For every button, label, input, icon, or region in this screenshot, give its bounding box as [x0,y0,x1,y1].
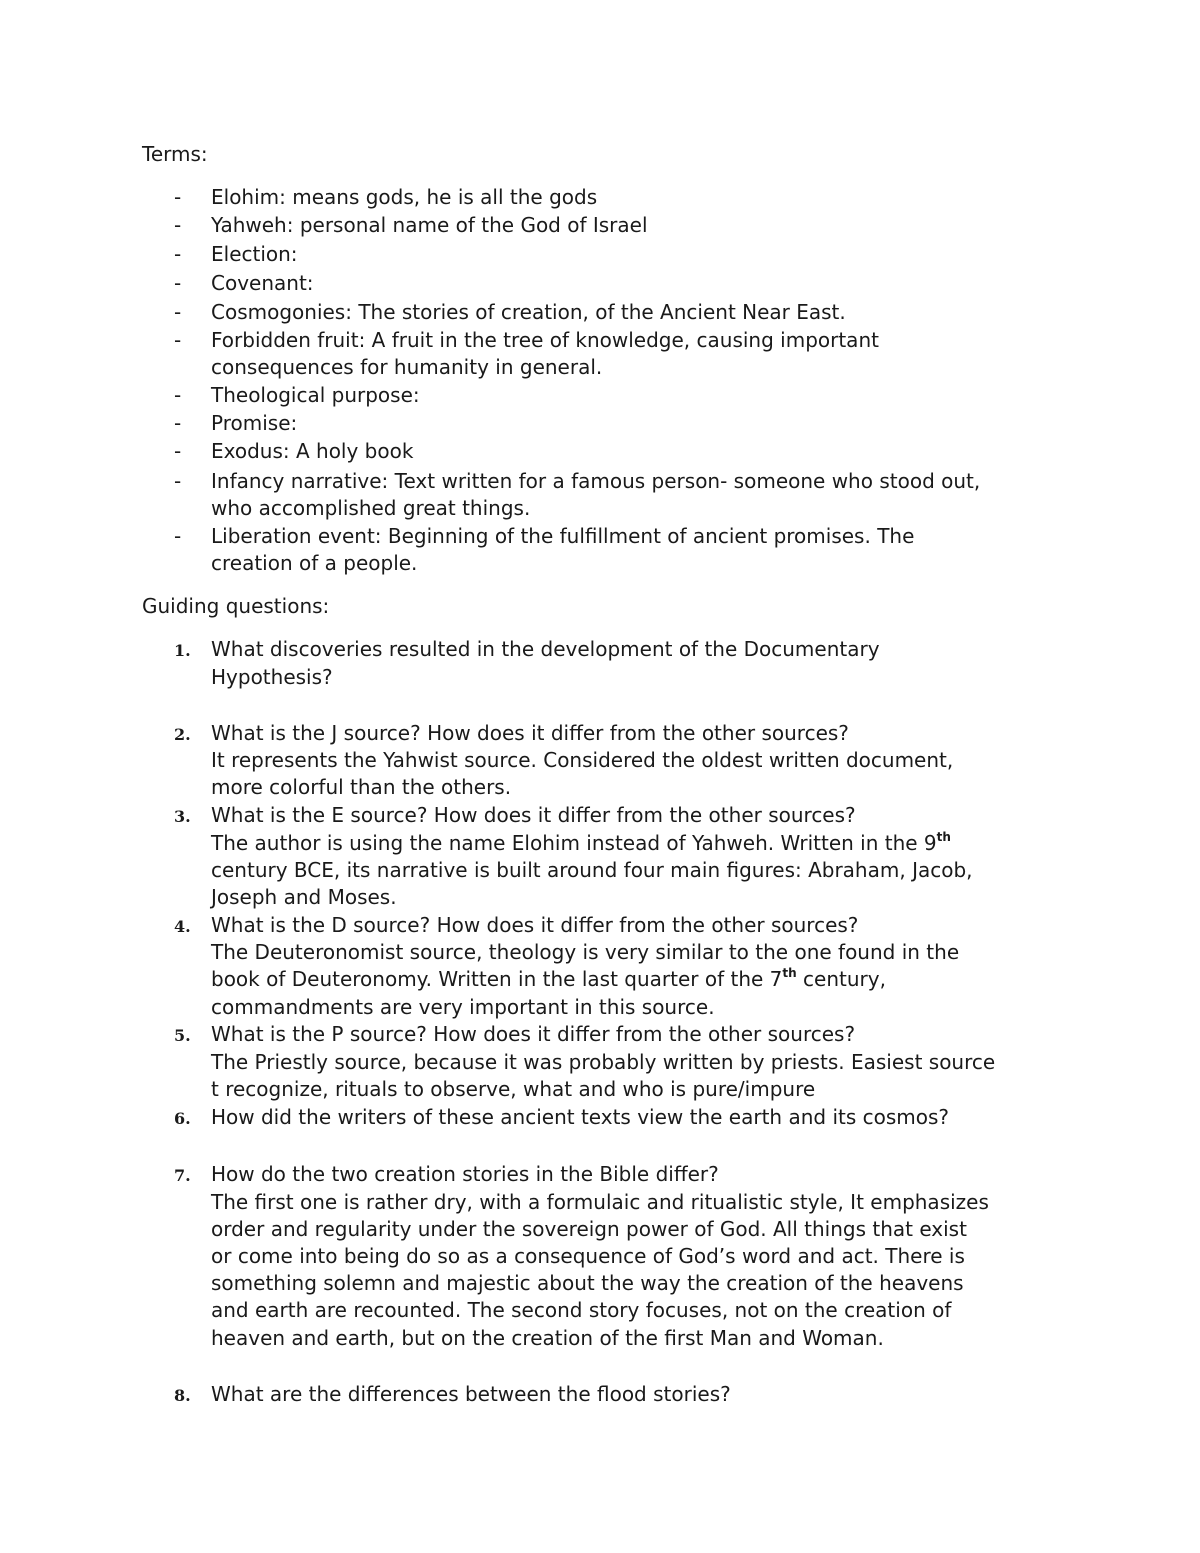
answer-text: The Deuteronomist source, theology is very similar to the one found in the [211,940,960,964]
bullet-dash: - [174,328,182,352]
question-text: What discoveries resulted in the development of the Documentary [211,637,880,661]
question-number: 2. [174,725,191,744]
question-text: What is the D source? How does it differ from the other sources? [211,913,859,937]
question-text: What are the differences between the flood stories? [211,1382,731,1406]
bullet-dash: - [174,439,182,463]
question-number: 8. [174,1386,191,1405]
term-item-continued: creation of a people. [211,551,418,575]
question-text: How did the writers of these ancient texts view the earth and its cosmos? [211,1105,950,1129]
question-number: 7. [174,1166,191,1185]
answer-text: Joseph and Moses. [211,885,397,909]
answer-text [211,966,886,993]
term-item: Theological purpose: [211,383,420,407]
question-number: 6. [174,1109,191,1128]
bullet-dash: - [174,383,182,407]
answer-text: more colorful than the others. [211,775,512,799]
question-number: 5. [174,1026,191,1045]
answer-text: and earth are recounted. The second story focuses, not on the creation of [211,1298,952,1322]
question-text: What is the J source? How does it differ from the other sources? [211,721,849,745]
answer-text: commandments are very important in this source. [211,995,715,1019]
answer-text: or come into being do so as a consequence of God’s word and act. There is [211,1244,965,1268]
bullet-dash: - [174,185,182,209]
terms-heading: Terms: [142,142,208,166]
answer-text-part: book of Deuteronomy. Written in the last quarter of the 7 [211,967,783,991]
bullet-dash: - [174,411,182,435]
bullet-dash: - [174,242,182,266]
term-item: Elohim: means gods, he is all the gods [211,185,598,209]
term-item-continued: who accomplished great things. [211,496,531,520]
bullet-dash: - [174,300,182,324]
question-number: 3. [174,807,191,826]
bullet-dash: - [174,524,182,548]
question-text-continued: Hypothesis? [211,665,333,689]
question-number: 4. [174,917,191,936]
bullet-dash: - [174,213,182,237]
question-text: What is the E source? How does it differ from the other sources? [211,803,856,827]
ordinal-superscript: th [936,830,951,844]
term-item: Promise: [211,411,298,435]
answer-text: t recognize, rituals to observe, what and who is pure/impure [211,1077,816,1101]
answer-text: something solemn and majestic about the way the creation of the heavens [211,1271,964,1295]
answer-text-part: The author is using the name Elohim instead of Yahweh. Written in the 9 [211,831,937,855]
ordinal-superscript: th [782,966,797,980]
term-item: Forbidden fruit: A fruit in the tree of knowledge, causing important [211,328,879,352]
term-item: Yahweh: personal name of the God of Israel [211,213,648,237]
answer-text [211,830,951,857]
answer-text: century BCE, its narrative is built around four main figures: Abraham, Jacob, [211,858,973,882]
answer-text: order and regularity under the sovereign power of God. All things that exist [211,1217,967,1241]
question-number: 1. [174,641,191,660]
answer-text-part: century, [796,967,886,991]
term-item: Election: [211,242,298,266]
answer-text: heaven and earth, but on the creation of the first Man and Woman. [211,1326,884,1350]
question-text: What is the P source? How does it differ from the other sources? [211,1022,856,1046]
term-item: Cosmogonies: The stories of creation, of the Ancient Near East. [211,300,846,324]
guiding-questions-heading: Guiding questions: [142,594,330,618]
term-item: Exodus: A holy book [211,439,414,463]
term-item: Infancy narrative: Text written for a famous person- someone who stood out, [211,469,981,493]
answer-text: The Priestly source, because it was probably written by priests. Easiest source [211,1050,996,1074]
term-item: Covenant: [211,271,314,295]
question-text: How do the two creation stories in the Bible differ? [211,1162,719,1186]
answer-text: It represents the Yahwist source. Considered the oldest written document, [211,748,954,772]
term-item-continued: consequences for humanity in general. [211,355,603,379]
bullet-dash: - [174,271,182,295]
bullet-dash: - [174,469,182,493]
answer-text: The first one is rather dry, with a formulaic and ritualistic style, It emphasizes [211,1190,989,1214]
term-item: Liberation event: Beginning of the fulfillment of ancient promises. The [211,524,915,548]
